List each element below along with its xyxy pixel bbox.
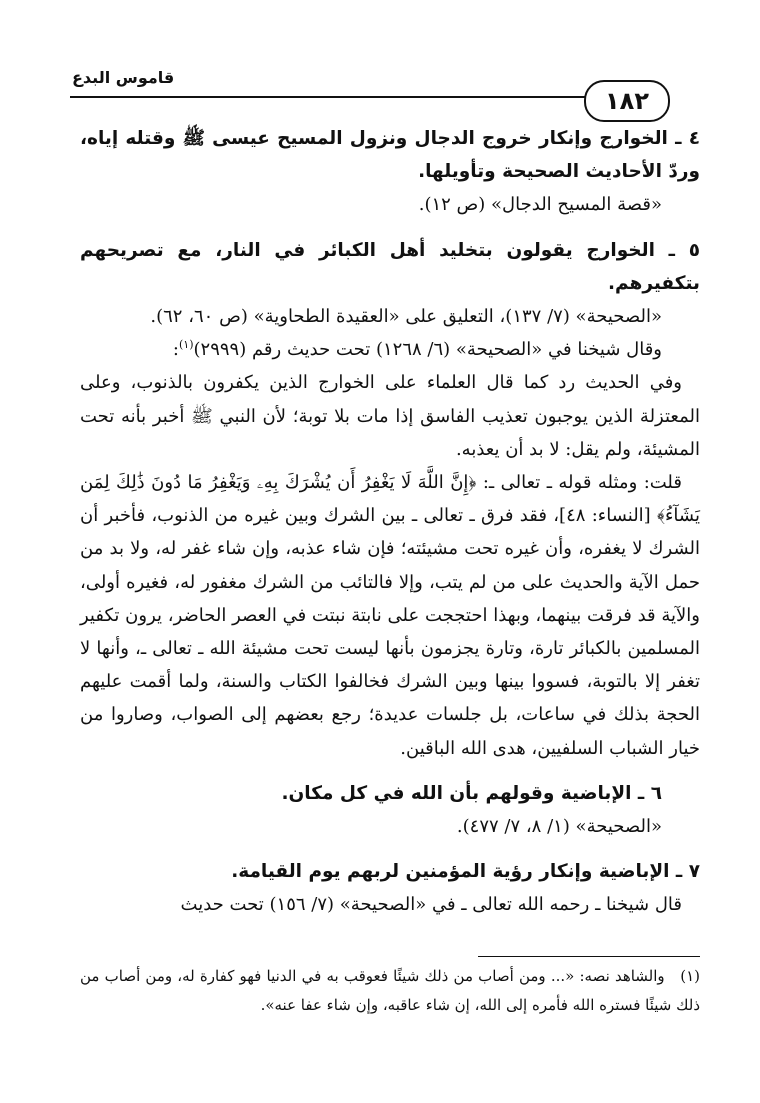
footnote-1-text: والشاهد نصه: «... ومن أصاب من ذلك شيئًا فعوقب به في الدنيا فهو كفارة له، ومن أصاب من ذلك شيئًا فستره الله فأمره إلى الله، إن شاء عاقبه، وإن شاء عفا عنه».: [80, 967, 700, 1014]
colon: :: [172, 339, 179, 361]
item-5-quote-intro-text: وقال شيخنا في «الصحيحة» (٦/ ١٢٦٨) تحت حديث رقم (٢٩٩٩): [193, 339, 662, 361]
item-4-heading: ٤ ـ الخوارج وإنكار خروج الدجال ونزول المسيح عيسى ﷺ وقتله إياه، وردّ الأحاديث الصحيحة وتأويلها.: [80, 128, 700, 183]
main-text: [80, 122, 700, 922]
header-rule: [70, 96, 600, 98]
item-5-quote-intro: [80, 333, 700, 366]
footnote-marker[interactable]: (١): [178, 338, 194, 352]
page-number: ١٨٢: [605, 87, 649, 115]
item-6-reference: «الصحيحة» (١/ ٨، ٧/ ٤٧٧).: [456, 816, 662, 838]
footnote-separator: [478, 956, 700, 957]
item-5-reference: «الصحيحة» (٧/ ١٣٧)، التعليق على «العقيدة الطحاوية» (ص ٦٠، ٦٢).: [150, 306, 662, 328]
footnote-1-marker: (١): [680, 967, 700, 985]
item-7-reference: قال شيخنا ـ رحمه الله تعالى ـ في «الصحيحة» (٧/ ١٥٦) تحت حديث: [180, 894, 682, 916]
running-header-title: قاموس البدع: [72, 68, 175, 87]
item-4-reference: «قصة المسيح الدجال» (ص ١٢).: [418, 194, 662, 216]
item-6-heading: ٦ ـ الإباضية وقولهم بأن الله في كل مكان.: [281, 782, 662, 804]
page-number-badge: [584, 80, 670, 122]
item-7-heading: ٧ ـ الإباضية وإنكار رؤية المؤمنين لربهم يوم القيامة.: [231, 861, 700, 883]
item-5-heading: ٥ ـ الخوارج يقولون بتخليد أهل الكبائر في النار، مع تصريحهم بتكفيرهم.: [80, 239, 700, 294]
footnotes: [80, 962, 700, 1020]
item-5-commentary-paragraph: قلت: ومثله قوله ـ تعالى ـ: ﴿إِنَّ اللَّهَ لَا يَغْفِرُ أَن يُشْرَكَ بِهِۦ وَيَغْفِرُ مَا دُونَ ذَٰلِكَ لِمَن يَشَآءُ﴾ [النساء: ٤٨]، فقد فرق ـ تعالى ـ بين الشرك وبين غيره من الذنوب، فأخبر أن الشرك لا يغفره، وأن غيره تحت مشيئته؛ فإن شاء عذبه، وإن شاء غفر له، ولا بد من حمل الآية والحديث على من لم يتب، وإلا فالتائب من الشرك مغفور له، فغيره أولى، والآية قد فرقت بينهما، وبهذا احتججت على نابتة نبتت في العصر الحاضر، يرون تكفير المسلمين بالكبائر تارة، وتارة يجزمون بأنها ليست تحت مشيئة الله ـ تعالى ـ، وأنها لا تغفر إلا بالتوبة، فسووا بينها وبين الشرك فخالفوا الكتاب والسنة، ولما أقمت عليهم الحجة بذلك في ساعات، بل جلسات عديدة؛ رجع بعضهم إلى الصواب، وصاروا من خيار الشباب السلفيين، هدى الله الباقين.: [80, 472, 700, 759]
item-5-body-paragraph: وفي الحديث رد كما قال العلماء على الخوارج الذين يكفرون بالذنوب، وعلى المعتزلة الذين يوجبون تعذيب الفاسق إذا مات بلا توبة؛ لأن النبي ﷺ أخبر بأنه تحت المشيئة، ولم يقل: لا بد أن يعذبه.: [80, 372, 700, 460]
footnote-1: [80, 962, 700, 1020]
